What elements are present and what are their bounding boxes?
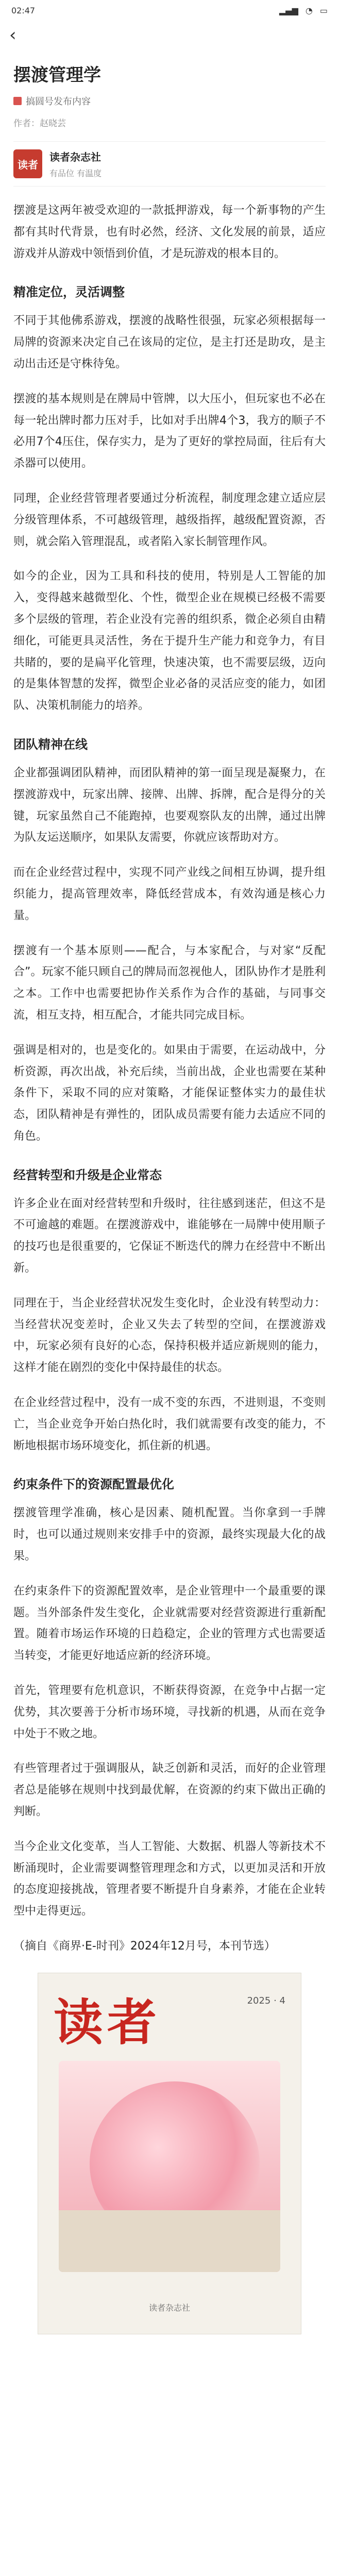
magazine-cover	[38, 1973, 301, 2334]
cover-caption: 读者杂志社	[148, 2302, 190, 2313]
article-paragraph: 强调是相对的，也是变化的。如果由于需要，在运动战中，分析资源，再次出战，补充后续，当前出战，企业也需要在某种条件下，采取不同的应对策略，才能保证整体实力的最佳状态，团队精神是有弹性的，团队成员需要有能力去适应不同的角色。	[13, 1043, 326, 1143]
battery-icon: ▭	[319, 5, 328, 15]
article-paragraph: 而在企业经营过程中，实现不同产业线之间相互协调，提升组织能力，提高管理效率，降低经营成本，有效沟通是核心力量。	[13, 866, 326, 922]
signal-icon: ▂▄▆	[279, 5, 298, 15]
status-icons	[279, 6, 328, 15]
source-tag-label: 搞圆号发布内容	[26, 96, 91, 107]
article-paragraph: 同理在于，当企业经营状况发生变化时，企业没有转型动力：当经营状况变差时，企业又失去了转型的空间，在摆渡游戏中，玩家必须有良好的心态，保持积极并适应新规则的能力，这样才能在剧烈的变化中保持最佳的状态。	[13, 1296, 326, 1375]
cover-issue: 2025 · 4	[247, 1995, 285, 2006]
article-paragraph: 摆渡有一个基本原则——配合，与本家配合，与对家“反配合”。玩家不能只顾自己的牌局而忽视他人，团队协作才是胜利之本。工作中也需要把协作关系作为合作的基础，与同事交流，相互支持，相互配合，才能共同完成目标。	[13, 944, 326, 1022]
article-paragraph: 有些管理者过于强调服从，缺乏创新和灵活，而好的企业管理者总是能够在规则中找到最优解，在资源的约束下做出正确的判断。	[13, 1762, 326, 1819]
section-heading: 团队精神在线	[13, 737, 88, 752]
article-paragraph: 在约束条件下的资源配置效率，是企业管理中一个最重要的课题。当外部条件发生变化，企业就需要对经营资源进行重新配置。随着市场运作环境的日趋稳定，企业的管理方式也需要适当转变，才能更好地适应新的经济环境。	[13, 1584, 326, 1663]
article-title: 摆渡管理学	[13, 65, 101, 86]
article-meta	[13, 116, 326, 129]
article-author: 作者：赵晓芸	[13, 118, 66, 129]
article-credit: （摘自《商界·E-时刊》2024年12月号，本刊节选）	[13, 1940, 276, 1953]
source-tag-icon	[13, 97, 22, 105]
source-tag[interactable]	[13, 94, 326, 108]
article-paragraph: 许多企业在面对经营转型和升级时，往往感到迷茫，但这不是不可逾越的难题。在摆渡游戏中，谁能够在一局牌中使用顺子的技巧也是很重要的，它保证不断迭代的牌力在经营中不断出新。	[13, 1197, 326, 1275]
publisher-desc: 有品位 有温度	[49, 168, 102, 178]
article-paragraph: 企业都强调团队精神，而团队精神的第一面呈现是凝聚力，在摆渡游戏中，玩家出牌、接牌、出牌、拆牌，配合是得分的关键，玩家虽然自己不能跑掉，也要观察队友的出牌，通过出牌为队友运送顺序，如果队友需要，你就应该帮助对方。	[13, 766, 326, 844]
cover-mast: 读者	[54, 1993, 161, 2052]
article	[0, 61, 339, 2334]
section-heading: 精准定位，灵活调整	[13, 285, 125, 300]
section-heading: 约束条件下的资源配置最优化	[13, 1477, 174, 1492]
back-arrow-icon[interactable]: ‹	[9, 25, 16, 45]
article-paragraph: 不同于其他佛系游戏，摆渡的战略性很强，玩家必须根据每一局牌的资源来决定自己在该局的定位，是主打还是助攻，是主动出击还是守株待兔。	[13, 314, 326, 370]
cover-art	[59, 2061, 280, 2272]
article-paragraph: 摆渡管理学准确，核心是因素、随机配置。当你拿到一手牌时，也可以通过规则来安排手中的资源，最终实现最大化的战果。	[13, 1506, 326, 1563]
article-paragraph: 首先，管理要有危机意识，不断获得资源，在竞争中占据一定优势，其次要善于分析市场环境，寻找新的机遇，从而在竞争中处于不败之地。	[13, 1684, 326, 1740]
publisher-name: 读者杂志社	[49, 151, 101, 163]
publisher-card[interactable]	[13, 141, 326, 187]
wifi-icon: ◔	[305, 5, 313, 15]
status-bar	[0, 0, 339, 21]
article-paragraph: 摆渡的基本规则是在牌局中管牌，以大压小，但玩家也不必在每一轮出牌时都力压对手，比如对手出牌4个3，我方的顺子不必用7个4压住，保存实力，是为了更好的掌控局面，往后有大杀器可以使用。	[13, 392, 326, 470]
article-paragraph: 同理，企业经营管理者要通过分析流程，制度理念建立适应层分级管理体系，不可越级管理，越级指挥，越级配置资源，否则，就会陷入管理混乱，或者陷入家长制管理作风。	[13, 492, 326, 548]
publisher-logo: 读者	[13, 149, 42, 178]
section-heading: 经营转型和升级是企业常态	[13, 1167, 162, 1182]
nav-bar	[0, 21, 339, 49]
status-time: 02:47	[11, 5, 36, 15]
article-paragraph: 当今企业文化变革，当人工智能、大数据、机器人等新技术不断涌现时，企业需要调整管理理念和方式，以更加灵活和开放的态度迎接挑战，管理者要不断提升自身素养，才能在企业转型中走得更远。	[13, 1840, 326, 1918]
article-paragraph: 在企业经营过程中，没有一成不变的东西，不进则退，不变则亡，当企业竞争开始白热化时，我们就需要有改变的能力，不断地根据市场环境变化，抓住新的机遇。	[13, 1396, 326, 1452]
article-body	[13, 200, 326, 1957]
article-paragraph: 如今的企业，因为工具和科技的使用，特别是人工智能的加入，变得越来越微型化、个性，微型企业在规模已经极不需要多个层级的管理，若企业没有完善的组织系，微企必须自由精细化，可能更具灵活性，务在于提升生产能力和竞争力，有目共睹的，要的是扁平化管理，快速决策，也不需要层级，迈向的是集体智慧的发挥，微型企业必备的灵活应变的能力，如团队、决策机制能力的培养。	[13, 570, 326, 713]
cover-ground	[59, 2210, 280, 2272]
article-paragraph: 摆渡是这两年被受欢迎的一款抵押游戏，每一个新事物的产生都有其时代背景，也有时必然，经济、文化发展的前景，适应游戏并从游戏中领悟到价值，才是玩游戏的根本目的。	[13, 204, 326, 260]
